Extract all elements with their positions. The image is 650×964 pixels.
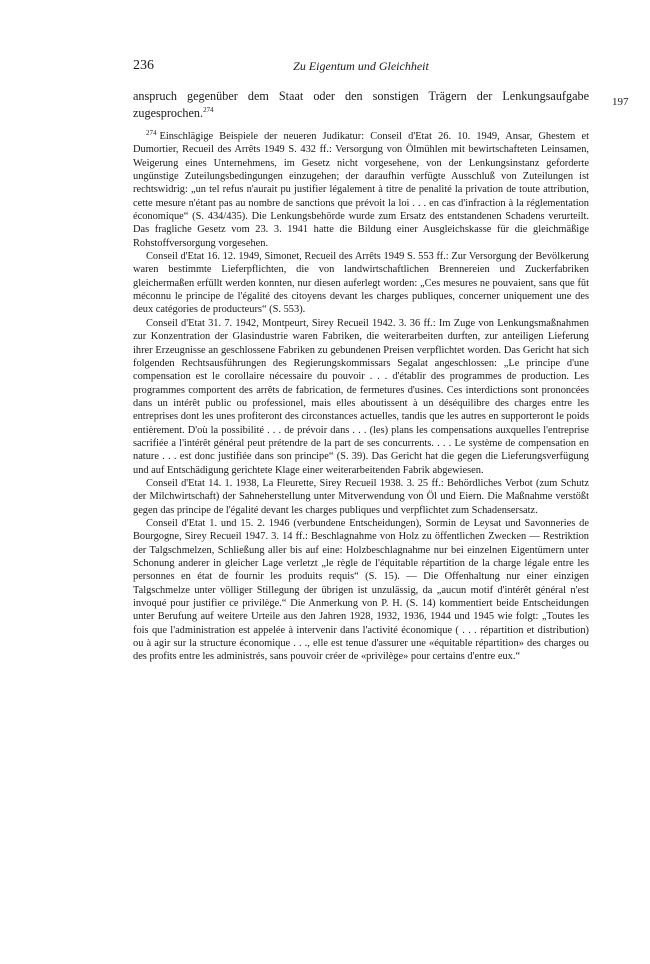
page-number: 236 <box>133 58 154 73</box>
footnote-paragraph <box>133 477 589 517</box>
footnote-reference: 274 <box>203 105 214 114</box>
footnote-mark: 274 <box>146 128 157 137</box>
margin-number: 197 <box>612 96 629 108</box>
footnote-paragraph <box>133 317 589 477</box>
footnote-text: Conseil d'Etat 1. und 15. 2. 1946 (verbundene Entscheidungen), Sormin de Leysat und Savonneries de Bourgogne, Sirey Recueil 1947. 3. 14 ff.: Beschlagnahme von Holz zu öffentlichen Zwecken — Restriktion der Talgschmelzen, Schließung aller bis auf eine: Holzbeschlagnahme nur bei einzelnen Eigentümern unter Schonung anderer in gleicher Lage verletzt „le règle de l'équitable répartition de la charge légale entre les personnes en état de fournir les produits requis“ (S. 15). — Die Offenhaltung nur einer einzigen Talgschmelze unter völliger Stillegung der übrigen ist unzulässig, da „aucun motif d'intérêt général n'est invoqué pour justifier ce privilège.“ Die Anmerkung von P. H. (S. 14) kommentiert beide Entscheidungen unter Berufung auf weitere Urteile aus den Jahren 1928, 1932, 1936, 1944 und 1945 wie folgt: „Toutes les fois que l'administration est appelée à intervenir dans l'activité économique ( . . . répartition et distribution) ou à agir sur la structure économique . . ., elle est tenue d'assurer une «équitable répartition» des charges ou des profits entre les administrés, sans pouvoir créer de «privilège» pour certains d'entre eux.“ <box>133 517 589 663</box>
footnote-text: Conseil d'Etat 14. 1. 1938, La Fleurette, Sirey Recueil 1938. 3. 25 ff.: Behördliches Verbot (zum Schutz der Milchwirtschaft) der Sahneherstellung unter Mitverwendung von Öl und Eiern. Die Maßnahme verstößt gegen das principe de l'égalité devant les charges publiques und verpflichtet zum Schadensersatz. <box>133 477 589 516</box>
footnote-text: Einschlägige Beispiele der neueren Judikatur: Conseil d'Etat 26. 10. 1949, Ansar, Ghestem et Dumortier, Recueil des Arrêts 1949 S. 432 ff.: Versorgung von Ölmühlen mit bewirtschafteten Leinsamen, Weigerung eines Unternehmens, im Gesetz nicht vorgesehene, von der Lenkungsinstanz geforderte ungünstige Zuteilungsbedingungen einzugehen; der daraufhin verfügte Ausschluß von Zuteilungen ist rechtswidrig: „un tel refus n'aurait pu justifier légalement à titre de penalité la privation de toute attribution, cette mesure n'étant pas au nombre de sanctions que prévoit la loi . . . en cas d'infraction à la réglementation économique“ (S. 434/435). Die Lenkungsbehörde wurde zum Ersatz des entstandenen Schadens verurteilt. Das fragliche Gesetz vom 23. 3. 1941 hatte die Bildung einer Ausgleichskasse für die gleichmäßige Rohstoffversorgung vorgesehen. <box>133 131 589 249</box>
body-paragraph <box>133 88 589 122</box>
page-header <box>133 58 589 80</box>
body-text: anspruch gegenüber dem Staat oder den sonstigen Trägern der Lenkungsaufgabe zugesprochen. <box>133 89 589 120</box>
footnote-paragraph <box>133 250 589 317</box>
page-content <box>133 88 589 664</box>
footnotes <box>133 130 589 664</box>
footnote-paragraph <box>133 517 589 664</box>
footnote-paragraph <box>133 130 589 250</box>
footnote-text: Conseil d'Etat 31. 7. 1942, Montpeurt, Sirey Recueil 1942. 3. 36 ff.: Im Zuge von Lenkungsmaßnahmen zur Konzentration der Glasindustrie waren Fabriken, die weiterarbeiten durften, zur anteiligen Lieferung ihrer Erzeugnisse an geschlossene Fabriken zu gebundenen Preisen verpflichtet worden. Das Gericht hat sich folgenden Rechtsausführungen des Regierungskommissars Segalat angeschlossen: „Le principe d'une compensation est le corollaire nécessaire du pouvoir . . . d'établir des programmes de production. Les programmes comportent des arrêts de fabrication, de fermetures d'usines. Ces interdictions sont prononcées dans un intérêt public ou professionel, mais elles aboutissent à un déséquilibre des charges entre les entreprises dont les unes profiteront des circonstances actuelles, tandis que les autres en supporteront le poids entièrement. D'où la possibilité . . . de prévoir dans . . . (les) plans les compensations auxquelles l'entreprise sacrifiée a l'intérêt général peut prétendre de la part de ses concurrents. . . . Le système de compensation en nature . . . est donc justifiée dans son principe“ (S. 39). Das Gericht hat die gegen die Lieferungsverfügung und auf Entschädigung gerichtete Klage einer weiterarbeitenden Fabrik abgewiesen. <box>133 317 589 476</box>
footnote-text: Conseil d'Etat 16. 12. 1949, Simonet, Recueil des Arrêts 1949 S. 553 ff.: Zur Versorgung der Bevölkerung waren bestimmte Lieferpflichten, die von landwirtschaftlichen Brennereien und Zuckerfabriken gleichermaßen erfüllt werden konnten, nur diesen auferlegt worden: „Ces mesures ne pouvaient, sans que fût méconnu le principe de l'égalité des citoyens devant les charges publiques, concerner uniquement une des deux catégories de producteurs“ (S. 553). <box>133 251 589 316</box>
running-head: Zu Eigentum und Gleichheit <box>293 59 429 73</box>
